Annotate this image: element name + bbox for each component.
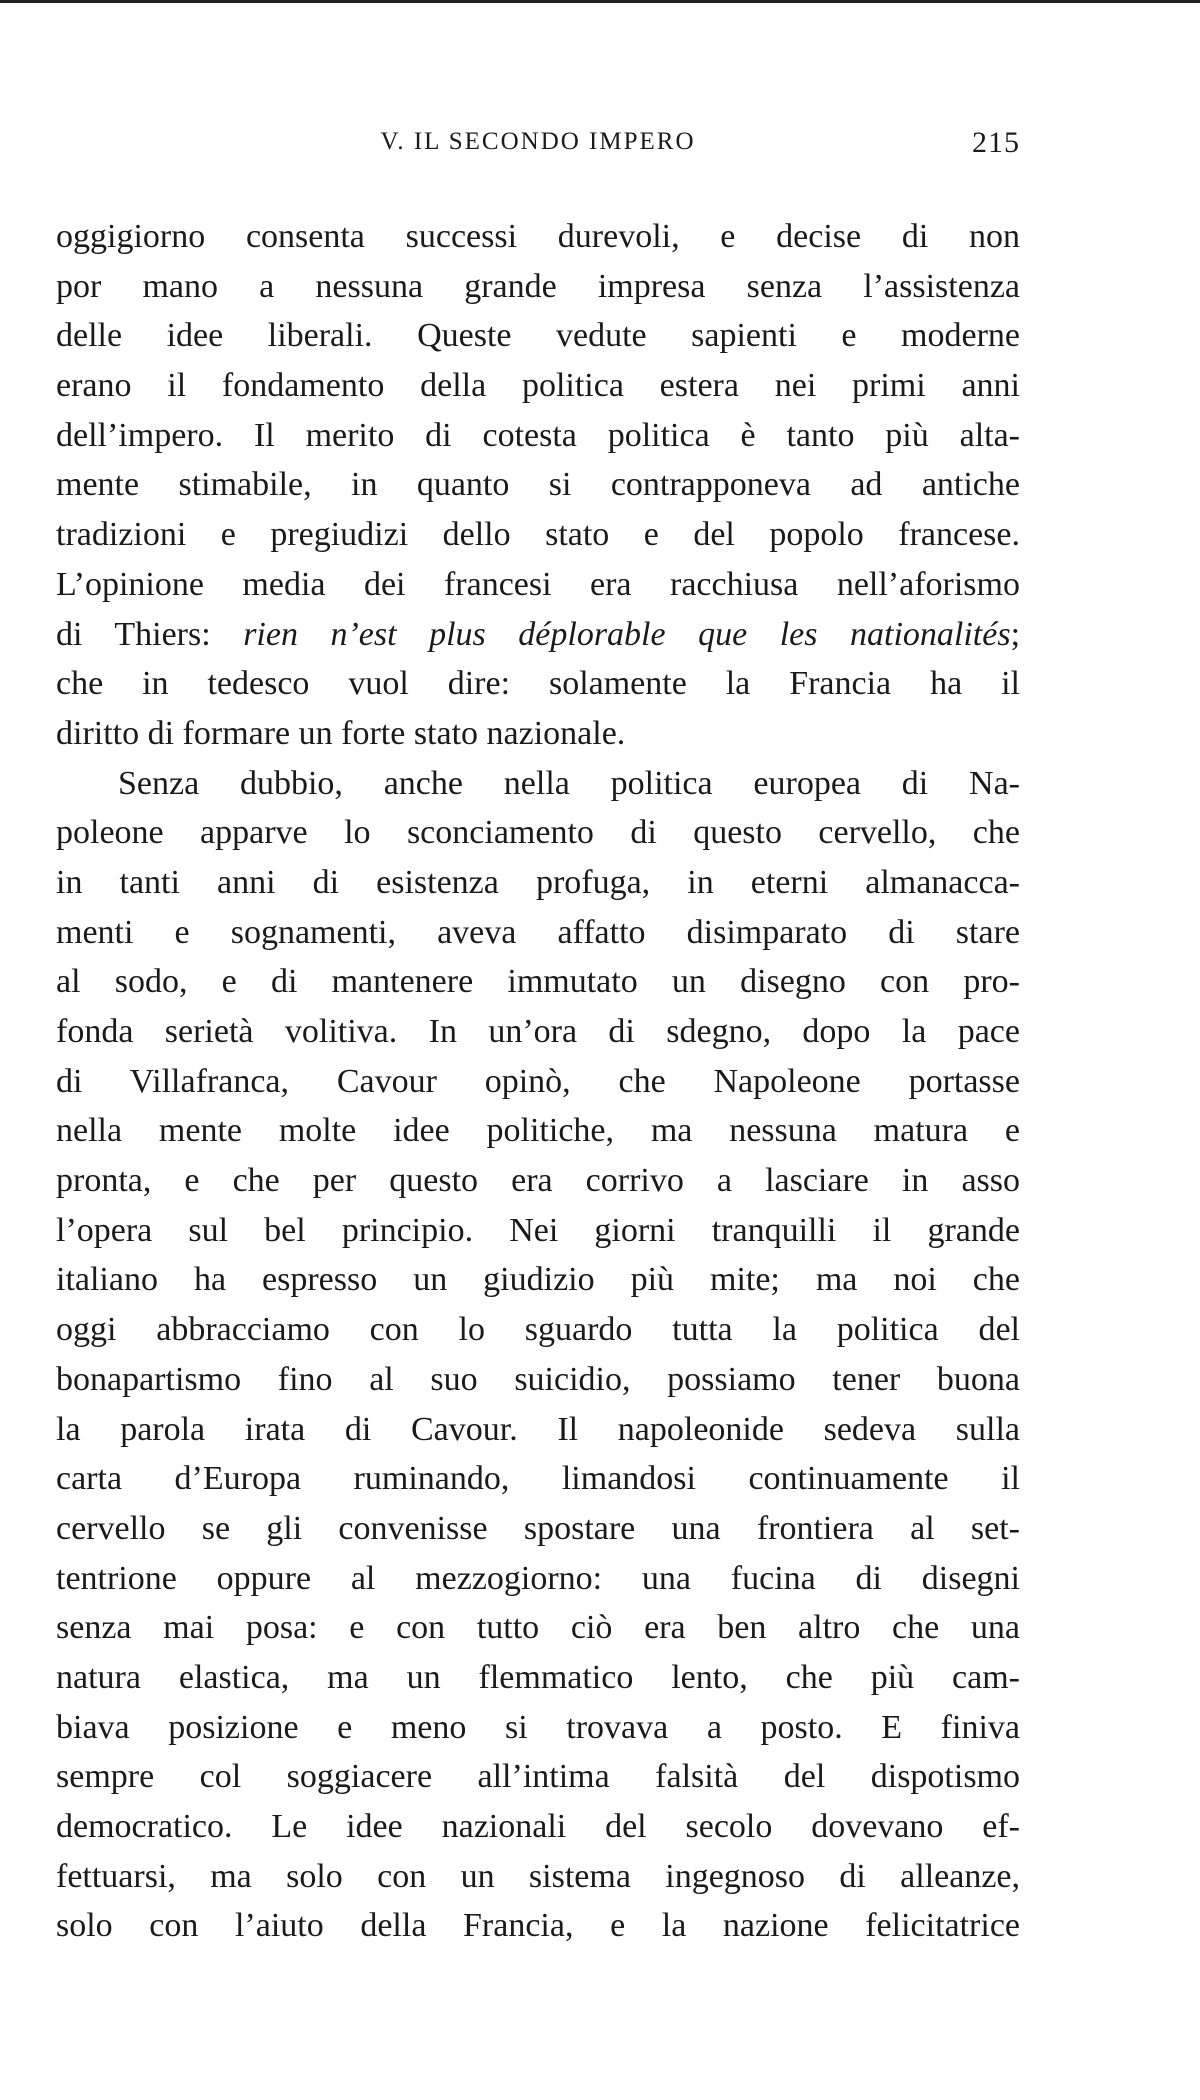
text-line: oggi abbracciamo con lo sguardo tutta la politica del: [56, 1311, 1020, 1349]
text-line: cervello se gli convenisse spostare una frontiera al set-: [56, 1509, 1020, 1547]
text-line: bonapartismo fino al suo suicidio, possiamo tener buona: [56, 1360, 1020, 1398]
text-line: poleone apparve lo sconciamento di questo cervello, che: [56, 814, 1020, 852]
text-line: delle idee liberali. Queste vedute sapienti e moderne: [56, 317, 1020, 355]
text-line: diritto di formare un forte stato nazionale.: [56, 714, 626, 752]
text-line: sempre col soggiacere all’intima falsità del dispotismo: [56, 1758, 1020, 1796]
page-edge-shadow: [0, 0, 1200, 3]
text-line: tradizioni e pregiudizi dello stato e del popolo francese.: [56, 516, 1020, 554]
paragraph: [56, 212, 1020, 759]
page-number: 215: [972, 126, 1020, 159]
text-line: in tanti anni di esistenza profuga, in eterni almanacca-: [56, 863, 1020, 901]
text-segment: ;: [1010, 615, 1021, 653]
text-line: fettuarsi, ma solo con un sistema ingegnoso di alleanze,: [56, 1857, 1020, 1895]
text-line: dell’impero. Il merito di cotesta politica è tanto più alta-: [56, 416, 1020, 454]
text-line: tentrione oppure al mezzogiorno: una fucina di disegni: [56, 1559, 1020, 1597]
text-line: oggigiorno consenta successi durevoli, e decise di non: [56, 218, 1020, 255]
text-line: biava posizione e meno si trovava a posto. E finiva: [56, 1708, 1020, 1746]
text-line: pronta, e che per questo era corrivo a lasciare in asso: [56, 1162, 1020, 1200]
italic-quote: rien n’est plus déplorable que les nationalités: [243, 615, 1011, 653]
text-line: Senza dubbio, anche nella politica europea di Na-: [118, 764, 1020, 802]
chapter-title: V. IL SECONDO IMPERO: [380, 128, 696, 155]
text-line: di Villafranca, Cavour opinò, che Napoleone portasse: [56, 1062, 1020, 1100]
paragraph: [56, 759, 1020, 1952]
text-line: nella mente molte idee politiche, ma nessuna matura e: [56, 1112, 1020, 1150]
text-line: carta d’Europa ruminando, limandosi continuamente il: [56, 1460, 1020, 1498]
text-line: L’opinione media dei francesi era racchiusa nell’aforismo: [56, 565, 1020, 603]
text-line: erano il fondamento della politica estera nei primi anni: [56, 367, 1020, 405]
text-line: che in tedesco vuol dire: solamente la Francia ha il: [56, 665, 1020, 703]
text-line: menti e sognamenti, aveva affatto disimparato di stare: [56, 913, 1020, 951]
text-line: natura elastica, ma un flemmatico lento, che più cam-: [56, 1658, 1020, 1696]
text-line: solo con l’aiuto della Francia, e la nazione felicitatrice: [56, 1907, 1020, 1945]
text-line: por mano a nessuna grande impresa senza l’assistenza: [56, 267, 1020, 305]
text-line: mente stimabile, in quanto si contrapponeva ad antiche: [56, 466, 1020, 504]
text-line: la parola irata di Cavour. Il napoleonide sedeva sulla: [56, 1410, 1020, 1448]
text-line: [56, 610, 1020, 660]
text-line: italiano ha espresso un giudizio più mite; ma noi che: [56, 1261, 1020, 1299]
text-segment: di Thiers:: [56, 615, 244, 653]
text-line: l’opera sul bel principio. Nei giorni tranquilli il grande: [56, 1211, 1020, 1249]
body-text: [56, 212, 1020, 1951]
text-line: senza mai posa: e con tutto ciò era ben altro che una: [56, 1609, 1020, 1647]
text-line: al sodo, e di mantenere immutato un disegno con pro-: [56, 963, 1020, 1001]
running-head: [56, 128, 1020, 168]
text-line: democratico. Le idee nazionali del secolo dovevano ef-: [56, 1808, 1020, 1845]
text-line: fonda serietà volitiva. In un’ora di sdegno, dopo la pace: [56, 1013, 1020, 1050]
